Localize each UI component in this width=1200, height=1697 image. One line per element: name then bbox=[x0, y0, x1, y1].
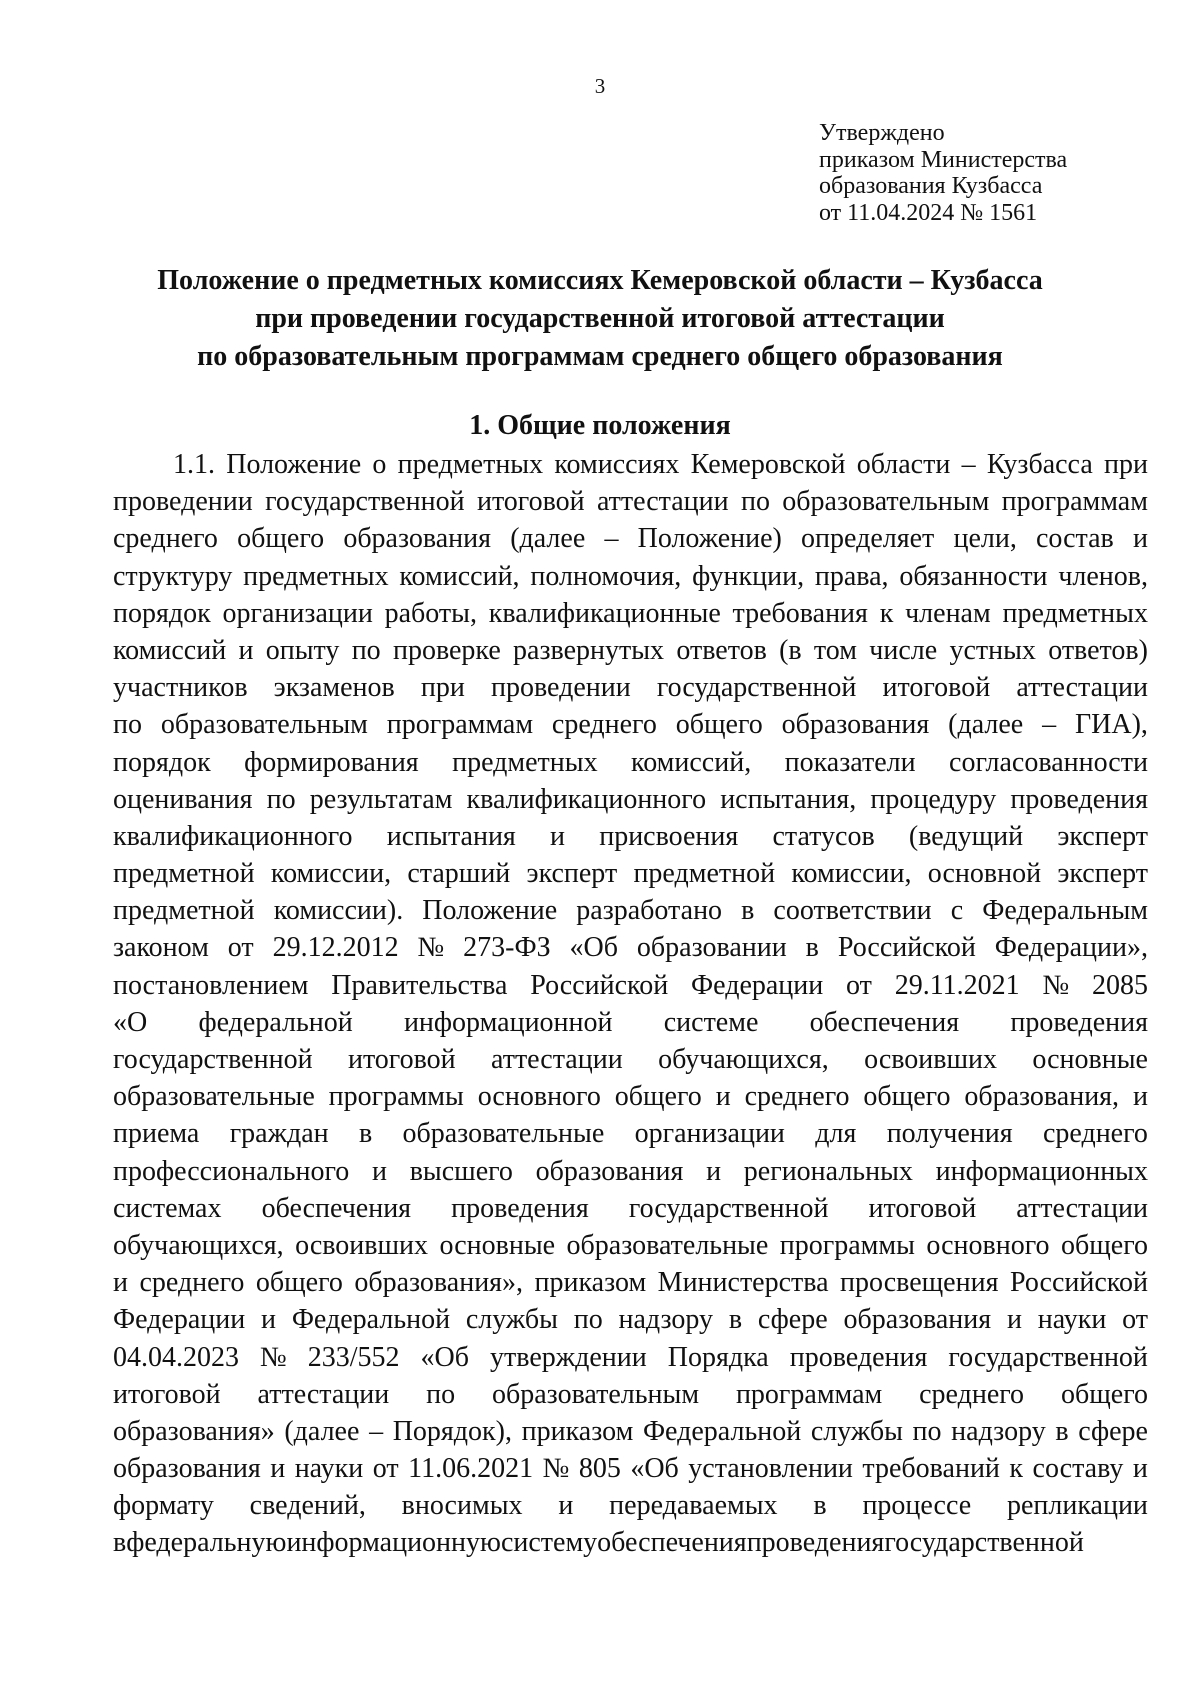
document-title-line: по образовательным программам среднего общего образования bbox=[197, 341, 1003, 372]
paragraph-line: предметной комиссии). Положение разработано в соответствии с Федеральным bbox=[113, 895, 1148, 927]
paragraph-line: приема граждан в образовательные организации для получения среднего bbox=[113, 1118, 1148, 1150]
page-number: 3 bbox=[594, 74, 606, 98]
paragraph-line: государственной итоговой аттестации обучающихся, освоивших основные bbox=[113, 1044, 1148, 1075]
paragraph-line: обучающихся, освоивших основные образовательные программы основного общего bbox=[113, 1229, 1148, 1261]
paragraph-line: в федеральную информационную систему обеспечения проведения государственной bbox=[113, 1527, 1084, 1559]
paragraph-line: порядок формирования предметных комиссий, показатели согласованности bbox=[113, 746, 1148, 778]
paragraph-line: порядок организации работы, квалификационные требования к членам предметных bbox=[113, 597, 1148, 629]
paragraph-line: системах обеспечения проведения государственной итоговой аттестации bbox=[113, 1192, 1148, 1224]
body-paragraph bbox=[113, 446, 1148, 1562]
paragraph-line: 1.1. Положение о предметных комиссиях Кемеровской области – Кузбасса при bbox=[173, 449, 1148, 480]
approval-line: образования Кузбасса bbox=[819, 173, 1043, 199]
approval-line: приказом Министерства bbox=[819, 146, 1068, 173]
paragraph-line: квалификационного испытания и присвоения статусов (ведущий эксперт bbox=[113, 820, 1148, 852]
paragraph-line: образования» (далее – Порядок), приказом Федеральной службы по надзору в сфере bbox=[113, 1415, 1148, 1447]
section-heading: 1. Общие положения bbox=[469, 410, 731, 441]
paragraph-line: участников экзаменов при проведении государственной итоговой аттестации bbox=[113, 672, 1148, 704]
paragraph-line: профессионального и высшего образования и региональных информационных bbox=[113, 1155, 1148, 1187]
paragraph-line: проведении государственной итоговой аттестации по образовательным программам bbox=[113, 486, 1148, 518]
document-title-line: Положение о предметных комиссиях Кемеровской области – Кузбасса bbox=[157, 265, 1043, 296]
paragraph-line: формату сведений, вносимых и передаваемых в процессе репликации bbox=[113, 1490, 1148, 1522]
paragraph-line: 04.04.2023 № 233/552 «Об утверждении Порядка проведения государственной bbox=[113, 1341, 1148, 1373]
paragraph-line: и среднего общего образования», приказом Министерства просвещения Российской bbox=[113, 1267, 1148, 1299]
approval-block bbox=[819, 120, 1067, 226]
paragraph-line: законом от 29.12.2012 № 273-ФЗ «Об образовании в Российской Федерации», bbox=[113, 932, 1148, 964]
paragraph-line: комиссий и опыту по проверке развернутых ответов (в том числе устных ответов) bbox=[113, 634, 1148, 666]
approval-line: от 11.04.2024 № 1561 bbox=[819, 199, 1038, 226]
paragraph-line: «О федеральной информационной системе обеспечения проведения bbox=[113, 1006, 1148, 1038]
paragraph-line: структуру предметных комиссий, полномочия, функции, права, обязанности членов, bbox=[113, 560, 1148, 592]
paragraph-line: оценивания по результатам квалификационного испытания, процедуру проведения bbox=[113, 783, 1148, 815]
paragraph-line: итоговой аттестации по образовательным программам среднего общего bbox=[113, 1378, 1148, 1410]
paragraph-line: среднего общего образования (далее – Положение) определяет цели, состав и bbox=[113, 523, 1148, 555]
paragraph-line: предметной комиссии, старший эксперт предметной комиссии, основной эксперт bbox=[113, 858, 1148, 890]
document-title bbox=[0, 262, 1200, 376]
paragraph-line: постановлением Правительства Российской Федерации от 29.11.2021 № 2085 bbox=[113, 969, 1148, 1001]
paragraph-line: по образовательным программам среднего общего образования (далее – ГИА), bbox=[113, 709, 1148, 741]
paragraph-line: Федерации и Федеральной службы по надзору в сфере образования и науки от bbox=[113, 1304, 1148, 1336]
approval-line: Утверждено bbox=[819, 120, 945, 146]
document-title-line: при проведении государственной итоговой аттестации bbox=[255, 303, 945, 334]
paragraph-line: образования и науки от 11.06.2021 № 805 «Об установлении требований к составу и bbox=[113, 1453, 1148, 1485]
paragraph-line: образовательные программы основного общего и среднего общего образования, и bbox=[113, 1081, 1148, 1113]
